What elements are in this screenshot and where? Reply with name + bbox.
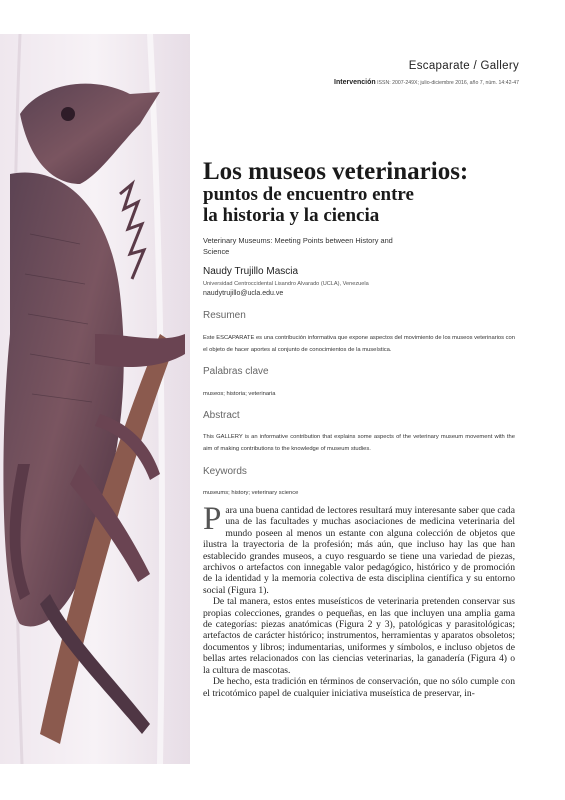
article-subtitle-line-2: la historia y la ciencia: [203, 205, 380, 226]
palabras-clave-text: museos; historia; veterinaria: [203, 391, 276, 397]
english-title: Veterinary Museums: Meeting Points between History and Science: [203, 236, 393, 256]
author-name: Naudy Trujillo Mascia: [203, 266, 299, 277]
body-paragraph-1: [203, 501, 515, 596]
abstract-text: This GALLERY is an informative contribution that explains some aspects of the veterinary museum movement with the aim of making contributions to the knowledge of museum studies.: [203, 434, 515, 452]
abstract-heading: Abstract: [203, 410, 240, 421]
iguana-specimen-photo: [0, 34, 190, 764]
journal-name: Intervención: [334, 79, 376, 86]
keywords-heading: Keywords: [203, 466, 247, 477]
palabras-clave-heading: Palabras clave: [203, 366, 269, 377]
section-label-en: Gallery: [480, 60, 519, 72]
body-paragraph-1-text: ara una buena cantidad de lectores resultará muy interesante saber que cada una de las facultades y muchas asociaciones de medicina veterinaria del mundo poseen al menos un estante con alguna colección de objetos que ilustra la trayectoria de la profesión; más aún, que incluso hay las que han establecido grandes museos, a cuyo resguardo se tiene una variedad de piezas, archivos o artefactos con innegable valor pedagógico, histórico y de promoción de la identidad y la memoria colectiva de esta disciplina científica y su entorno social (Figura 1).: [203, 505, 515, 596]
keywords-text: museums; history; veterinary science: [203, 490, 299, 496]
body-paragraph-3: De hecho, esta tradición en términos de conservación, que no sólo cumple con el tricotómico papel de cualquier iniciativa museística de preservar, in-: [203, 676, 515, 699]
article-title: Los museos veterinarios:: [203, 158, 469, 185]
section-separator: /: [469, 60, 481, 72]
section-label-es: Escaparate: [408, 60, 470, 72]
author-email[interactable]: naudytrujillo@ucla.edu.ve: [203, 290, 284, 297]
resumen-heading: Resumen: [203, 310, 246, 321]
article-subtitle-line-1: puntos de encuentro entre: [203, 184, 414, 205]
drop-cap: P: [203, 501, 222, 537]
resumen-text: Este ESCAPARATE es una contribución informativa que expone aspectos del movimiento de los museos veterinarios con el objeto de hacer aportes al conjunto de conocimientos de la museística.: [203, 335, 516, 353]
iguana-illustration: [0, 34, 190, 764]
journal-info: [334, 79, 519, 86]
section-label: [409, 60, 519, 72]
body-paragraph-2: De tal manera, estos entes museísticos de veterinaria pretenden conservar sus propias colecciones, grandes o pequeñas, en las que incluyen una amplia gama de categorías: piezas anatómicas (Figura 2 y 3), patológicas y parasitológicas; artefactos de carácter histórico; instrumentos, herramientas y aparatos obsoletos; documentos y libros; indumentarias, uniformes y símbolos, e incluso objetos de bellas artes relacionados con las ciencias veterinarias, la ganadería (Figura 4) o la cultura de mascotas.: [203, 596, 515, 676]
author-affiliation: Universidad Centroccidental Lisandro Alvarado (UCLA), Venezuela: [203, 281, 369, 287]
journal-issue: ISSN: 2007-249X; julio-diciembre 2016, año 7, núm. 14:42-47: [377, 80, 519, 86]
article-subtitle: [203, 184, 513, 226]
article-body: [203, 501, 515, 699]
